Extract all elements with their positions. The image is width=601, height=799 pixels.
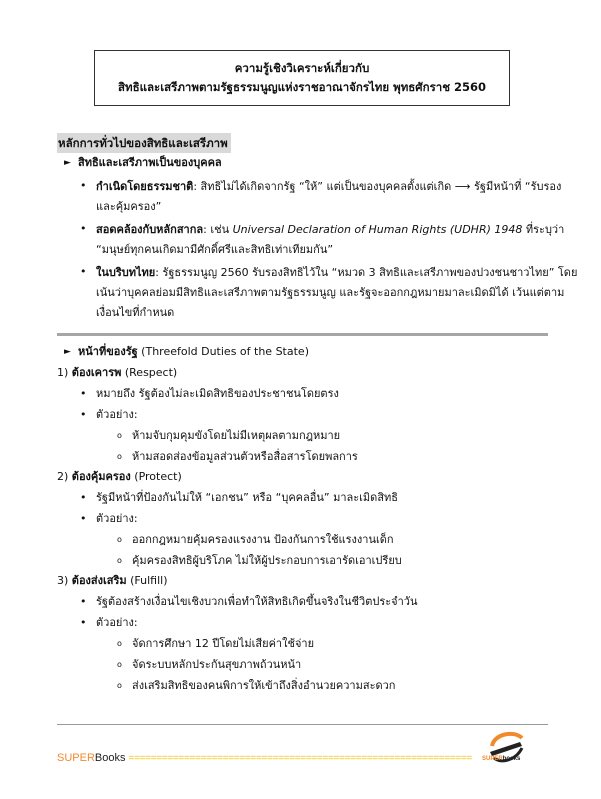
- duty-number: 3): [57, 574, 72, 587]
- bullet-icon: •: [80, 512, 87, 525]
- section-separator: [57, 333, 548, 336]
- duty-fulfill-bullet-1: รัฐต้องสร้างเงื่อนไขเชิงบวกเพื่อทำให้สิทธิเกิดขึ้นจริงในชีวิตประจำวัน: [96, 595, 418, 608]
- duty-respect-bullet-1: หมายถึง รัฐต้องไม่ละเมิดสิทธิของประชาชนโดยตรง: [96, 387, 339, 400]
- item-text: : เช่น: [203, 223, 233, 236]
- duty-protect-bullet-2: ตัวอย่าง:: [96, 512, 138, 525]
- bullet-icon: •: [80, 222, 87, 235]
- bullet-icon: •: [80, 387, 87, 400]
- duty-number: 1): [57, 366, 72, 379]
- footer-brand: [57, 751, 472, 766]
- duty-english: (Fulfill): [126, 574, 168, 587]
- duty-number: 2): [57, 470, 72, 483]
- duty-label: ต้องคุ้มครอง: [71, 470, 131, 483]
- item-label: กำเนิดโดยธรรมชาติ: [96, 180, 194, 193]
- duty-english: (Respect): [121, 366, 178, 379]
- subheading-text: สิทธิและเสรีภาพเป็นของบุคคล: [78, 156, 222, 169]
- duty-fulfill-example-3: ส่งเสริมสิทธิของคนพิการให้เข้าถึงสิ่งอำนวยความสะดวก: [132, 679, 396, 692]
- duty-label: ต้องเคารพ: [71, 366, 122, 379]
- subheading-english: (Threefold Duties of the State): [137, 345, 309, 358]
- triangle-bullet-icon: ►: [64, 158, 71, 168]
- duty-fulfill-example-2: จัดระบบหลักประกันสุขภาพถ้วนหน้า: [132, 658, 302, 671]
- duty-label: ต้องส่งเสริม: [71, 574, 127, 587]
- duty-protect-bullet-1: รัฐมีหน้าที่ป้องกันไม่ให้ “เอกชน” หรือ “บุคคลอื่น” มาละเมิดสิทธิ: [96, 491, 399, 504]
- circle-bullet-icon: o: [117, 431, 122, 440]
- bullet-icon: •: [80, 179, 87, 192]
- duty-fulfill-bullet-2: ตัวอย่าง:: [96, 616, 138, 629]
- circle-bullet-icon: o: [117, 452, 122, 461]
- item-thai-context-line-1: [96, 265, 577, 281]
- circle-bullet-icon: o: [117, 681, 122, 690]
- title-line-2: สิทธิและเสรีภาพตามรัฐธรรมนูญแห่งราชอาณาจักรไทย พุทธศักราช 2560: [117, 80, 487, 94]
- circle-bullet-icon: o: [117, 639, 122, 648]
- duty-english: (Protect): [130, 470, 182, 483]
- item-text: ที่ระบุว่า: [522, 223, 565, 236]
- duty-respect-example-1: ห้ามจับกุมคุมขังโดยไม่มีเหตุผลตามกฎหมาย: [132, 429, 341, 442]
- circle-bullet-icon: o: [117, 660, 122, 669]
- udhr-reference: Universal Declaration of Human Rights (UDHR) 1948: [232, 223, 523, 236]
- subheading-state-duties: [78, 344, 309, 360]
- bullet-icon: •: [80, 265, 87, 278]
- footer-divider: [57, 724, 548, 725]
- item-universal-line-2: “มนุษย์ทุกคนเกิดมามีศักดิ์ศรีและสิทธิเท่าเทียมกัน”: [96, 243, 334, 256]
- brand-super: SUPER: [57, 752, 95, 764]
- bullet-icon: •: [80, 408, 87, 421]
- circle-bullet-icon: o: [117, 556, 122, 565]
- item-thai-context-line-2: เน้นว่าบุคคลย่อมมีสิทธิและเสรีภาพตามรัฐธรรมนูญ และรัฐจะออกกฎหมายมาละเมิดมิได้ เว้นแต่ตาม: [96, 286, 565, 299]
- duty-protect-example-2: คุ้มครองสิทธิผู้บริโภค ไม่ให้ผู้ประกอบการเอารัดเอาเปรียบ: [132, 554, 402, 567]
- brand-books: Books: [94, 752, 126, 764]
- bullet-icon: •: [80, 595, 87, 608]
- item-thai-context-line-3: เงื่อนไขที่กำหนด: [96, 306, 175, 319]
- section-heading-general-principles: หลักการทั่วไปของสิทธิและเสรีภาพ: [57, 133, 231, 153]
- item-natural-origin-line-2: และคุ้มครอง”: [96, 200, 162, 213]
- item-text: : รัฐธรรมนูญ 2560 รับรองสิทธิไว้ใน “หมวด 3 สิทธิและเสรีภาพของปวงชนชาวไทย” โดย: [155, 266, 578, 279]
- bullet-icon: •: [80, 616, 87, 629]
- item-natural-origin-line-1: [96, 179, 561, 195]
- subheading-text: หน้าที่ของรัฐ: [78, 345, 138, 358]
- logo-wordmark: [482, 756, 520, 762]
- triangle-bullet-icon: ►: [64, 347, 71, 357]
- duty-respect-heading: [57, 365, 177, 381]
- duty-protect-example-1: ออกกฎหมายคุ้มครองแรงงาน ป้องกันการใช้แรงงานเด็ก: [132, 533, 394, 546]
- title-line-1: ความรู้เชิงวิเคราะห์เกี่ยวกับ: [234, 61, 370, 75]
- duty-respect-bullet-2: ตัวอย่าง:: [96, 408, 138, 421]
- duty-protect-heading: [57, 469, 182, 485]
- item-text: : สิทธิไม่ได้เกิดจากรัฐ “ให้” แต่เป็นของบุคคลตั้งแต่เกิด ⟶ รัฐมีหน้าที่ “รับรอง: [193, 180, 562, 193]
- title-box: [94, 50, 510, 106]
- bullet-icon: •: [80, 491, 87, 504]
- subheading-rights-belong-to-person: [78, 155, 222, 171]
- logo-super: SUPER: [482, 756, 503, 762]
- item-universal-line-1: [96, 222, 564, 238]
- duty-fulfill-example-1: จัดการศึกษา 12 ปีโดยไม่เสียค่าใช้จ่าย: [132, 637, 315, 650]
- item-label: สอดคล้องกับหลักสากล: [96, 223, 204, 236]
- duty-fulfill-heading: [57, 573, 168, 589]
- duty-respect-example-2: ห้ามสอดส่องข้อมูลส่วนตัวหรือสื่อสารโดยพลการ: [132, 450, 358, 463]
- logo-books: books: [502, 756, 521, 762]
- circle-bullet-icon: o: [117, 535, 122, 544]
- footer-dashes: ==============================================================: [128, 753, 473, 764]
- item-label: ในบริบทไทย: [96, 266, 156, 279]
- superbooks-logo-icon: [484, 728, 530, 770]
